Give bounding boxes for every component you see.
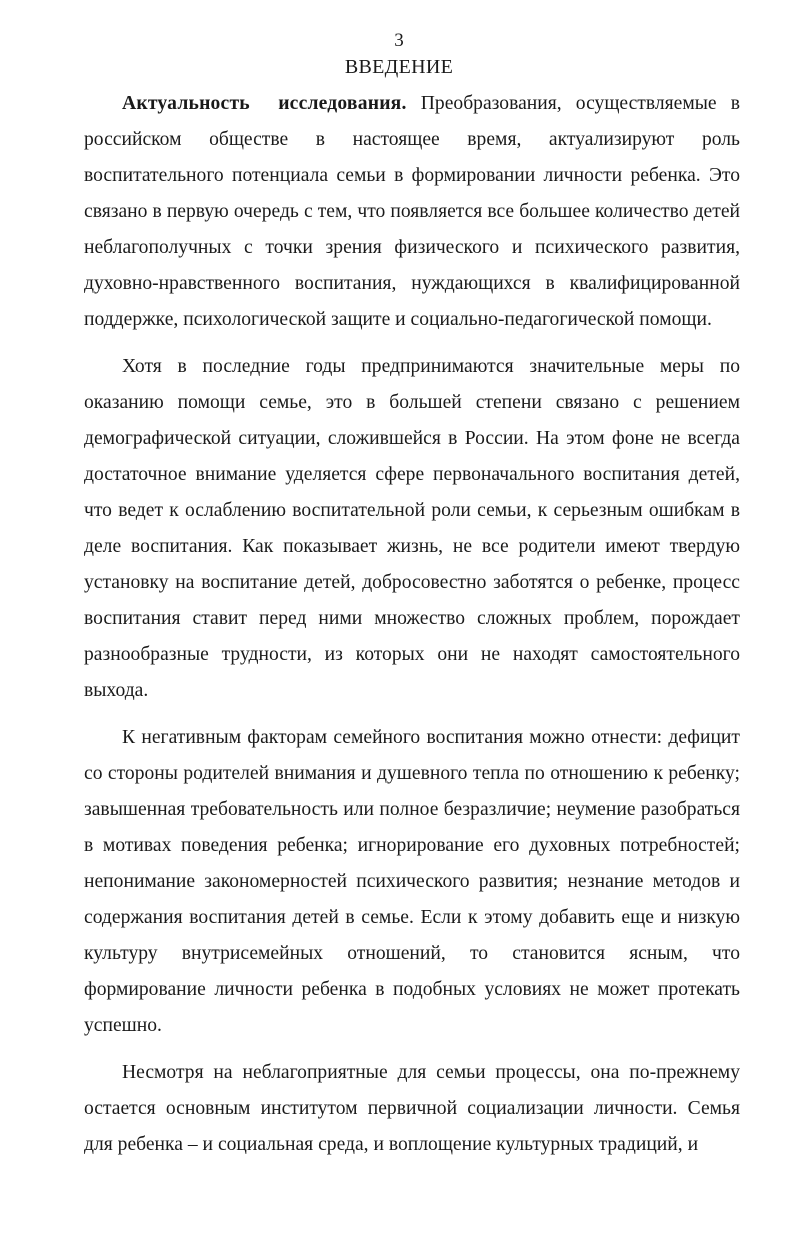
paragraph: К негативным факторам семейного воспитания можно отнести: дефицит со стороны родителей внимания и душевного тепла по отношению к ребенку; завышенная требовательность или полное безразличие; неумение разобраться в мотивах поведения ребенка; игнорирование его духовных потребностей; непонимание закономерностей психического развития; незнание методов и содержания воспитания детей в семье. Если к этому добавить еще и низкую культуру внутрисемейных отношений, то становится ясным, что формирование личности ребенка в подобных условиях не может протекать успешно. — [84, 727, 740, 1036]
section-heading: ВВЕДЕНИЕ — [344, 56, 454, 78]
paragraph-text: Преобразования, осуществляемые в российском обществе в настоящее время, актуализируют роль воспитательного потенциала семьи в формировании личности ребенка. Это связано в первую очередь с тем, что появляется все большее количество детей неблагополучных с точки зрения физического и психического развития, духовно-нравственного воспитания, нуждающихся в квалифицированной поддержке, психологической защите и социально-педагогической помощи. — [84, 93, 741, 330]
page-number: 3 — [394, 30, 404, 51]
body-text — [84, 86, 740, 1163]
paragraph: Хотя в последние годы предпринимаются значительные меры по оказанию помощи семье, это в большей степени связано с решением демографической ситуации, сложившейся в России. На этом фоне не всегда достаточное внимание уделяется сфере первоначального воспитания детей, что ведет к ослаблению воспитательной роли семьи, к серьезным ошибкам в деле воспитания. Как показывает жизнь, не все родители имеют твердую установку на воспитание детей, добросовестно заботятся о ребенке, процесс воспитания ставит перед ними множество сложных проблем, порождает разнообразные трудности, из которых они не находят самостоятельного выхода. — [84, 356, 740, 701]
paragraph-relevance — [84, 86, 740, 338]
paragraph-lead: Актуальность исследования. — [122, 93, 407, 114]
paragraph: Несмотря на неблагоприятные для семьи процессы, она по-прежнему остается основным институтом первичной социализации личности. Семья для ребенка – и социальная среда, и воплощение культурных традиций, и — [84, 1062, 740, 1155]
